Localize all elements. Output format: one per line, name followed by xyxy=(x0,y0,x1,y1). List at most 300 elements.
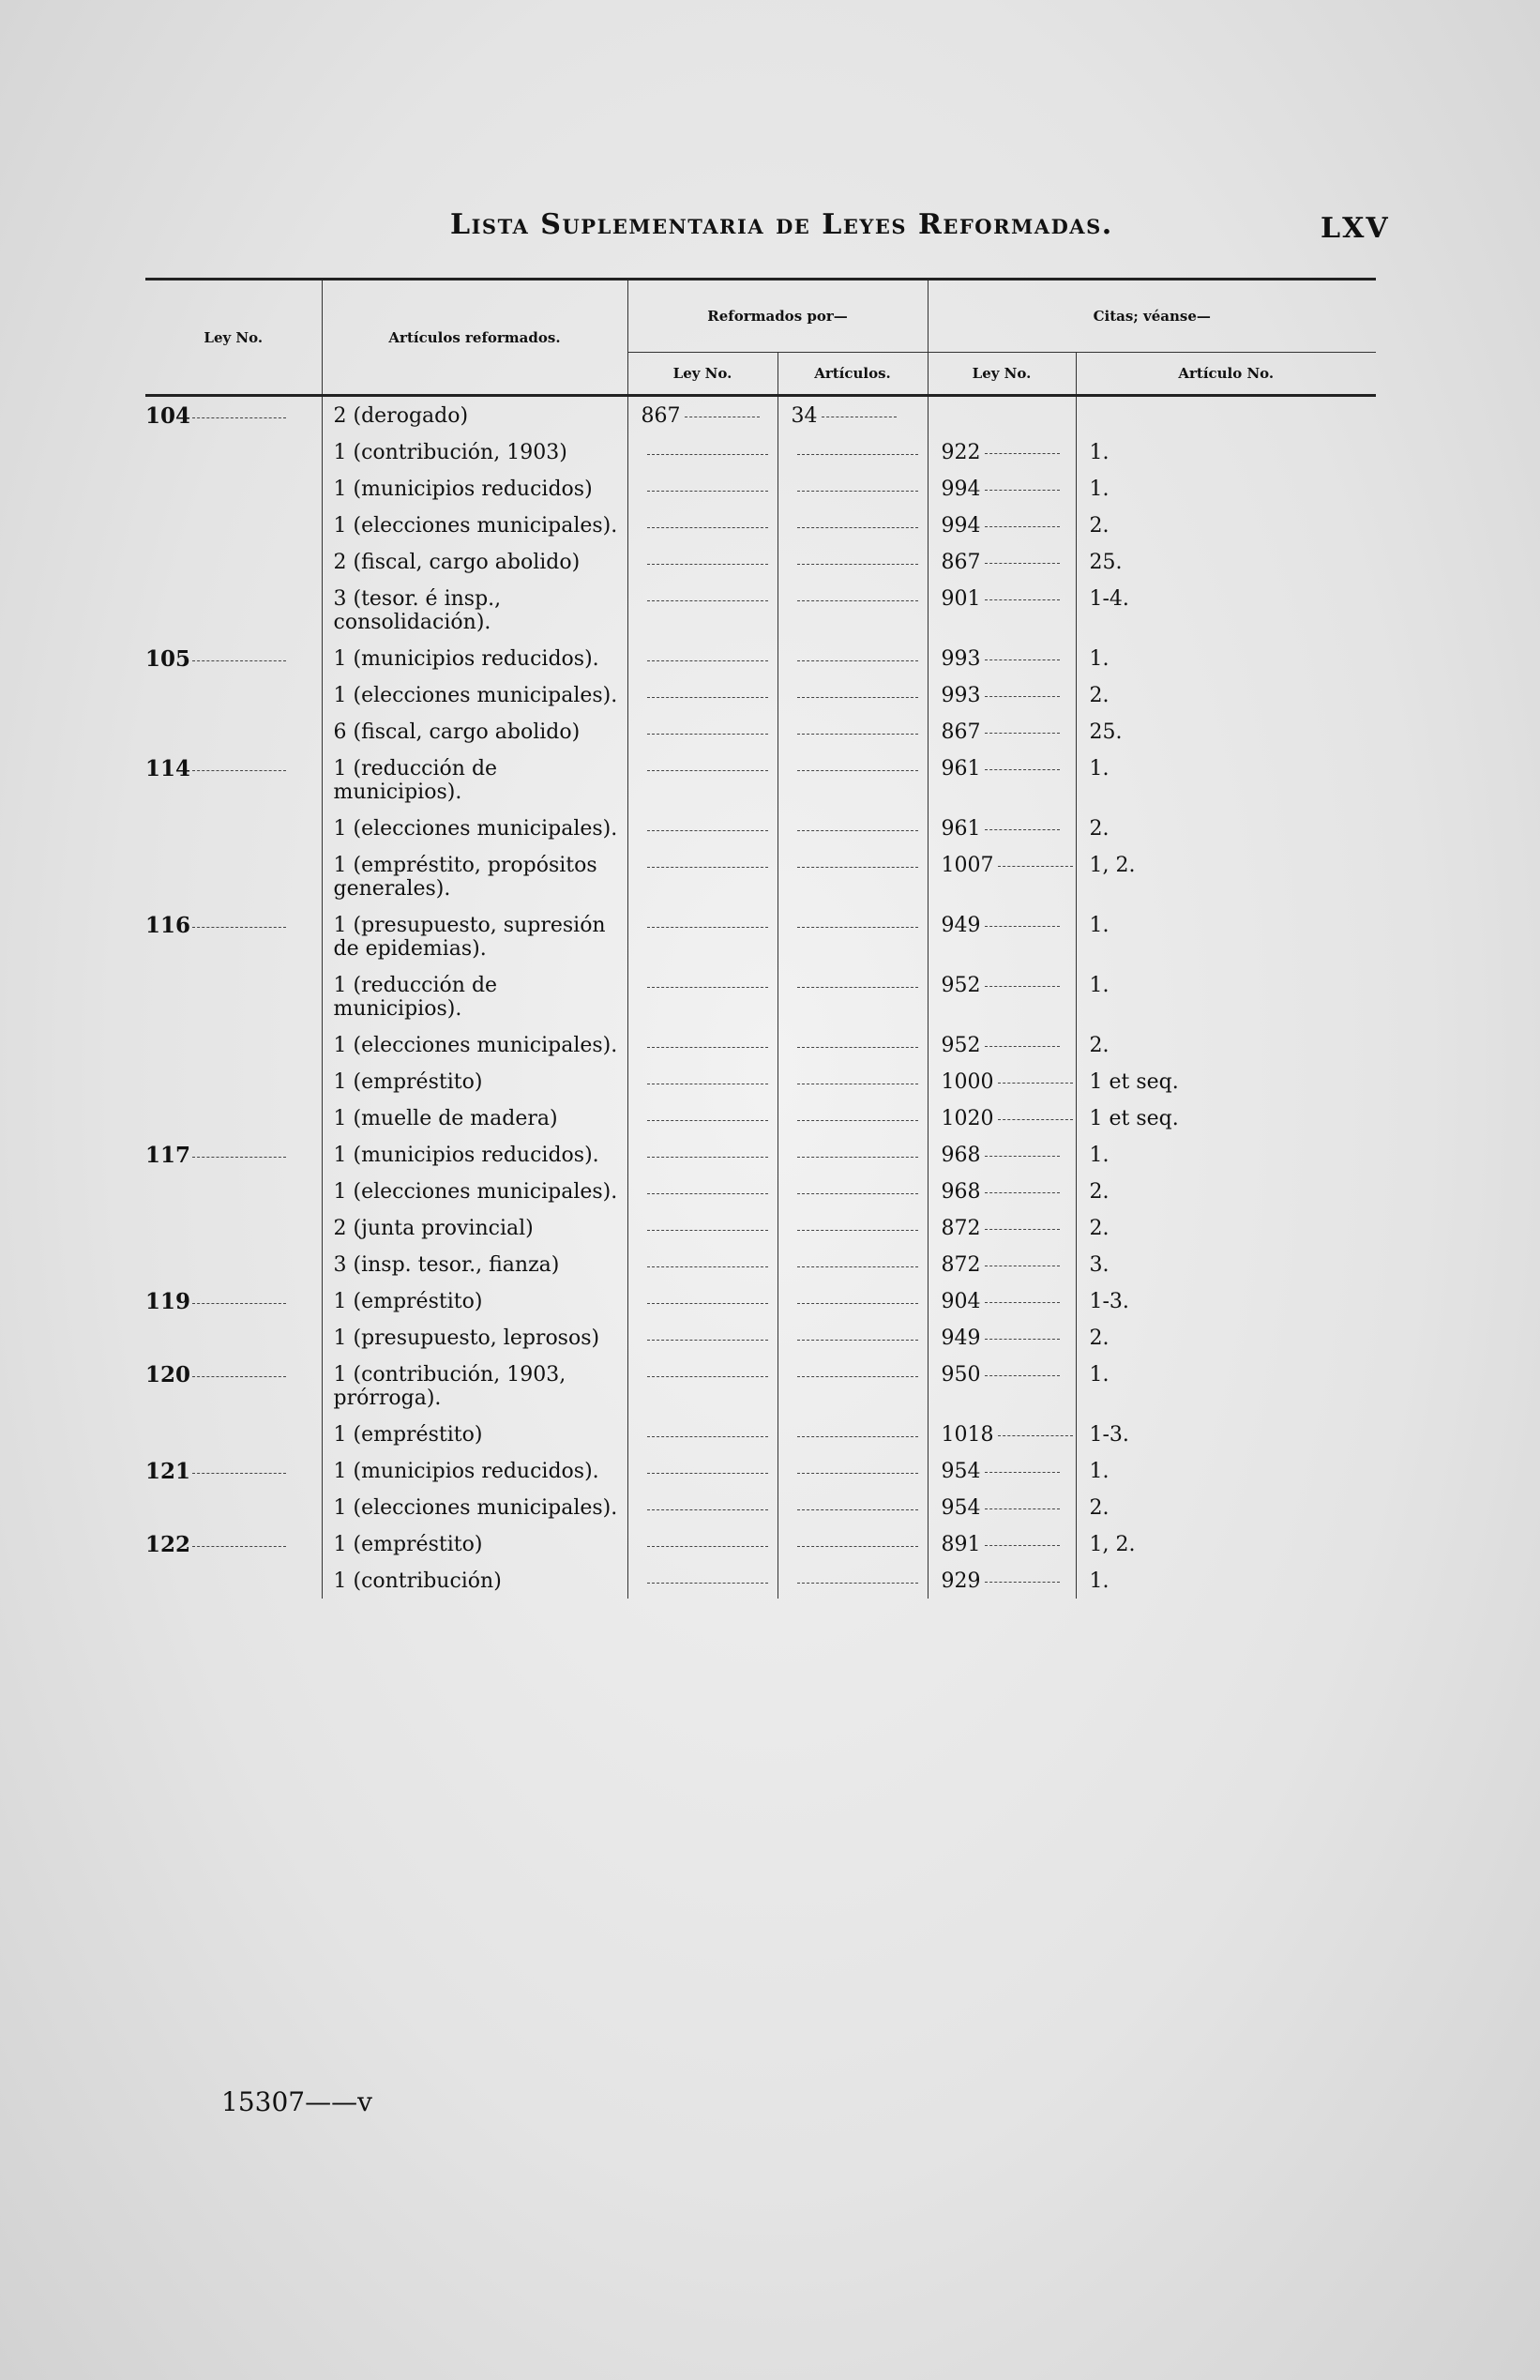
cell-ley-no xyxy=(145,1026,322,1063)
cell-citas-articulo-no xyxy=(1076,396,1376,434)
dot-leader xyxy=(647,1569,768,1584)
cell-citas-ley-no-text: 954 xyxy=(941,1460,981,1483)
cell-articulo xyxy=(322,396,627,434)
dot-leader xyxy=(192,1546,286,1547)
table-row xyxy=(145,1099,1376,1136)
cell-citas-articulo-no-text: 1-3. xyxy=(1089,1423,1129,1447)
cell-citas-ley-no xyxy=(928,966,1076,1026)
dot-leader xyxy=(647,1180,768,1194)
cell-ley-no xyxy=(145,750,322,810)
cell-ref-articulos xyxy=(778,846,928,906)
cell-articulo-text: 1 (reducción de municipios). xyxy=(333,757,498,804)
table-row xyxy=(145,1452,1376,1489)
table-row xyxy=(145,1173,1376,1209)
cell-citas-ley-no xyxy=(928,1026,1076,1063)
table-row xyxy=(145,906,1376,966)
cell-citas-articulo-no-text: 1. xyxy=(1089,914,1110,937)
cell-articulo-text: 2 (derogado) xyxy=(333,404,469,428)
table-row xyxy=(145,750,1376,810)
dot-leader xyxy=(797,1070,918,1084)
dot-leader xyxy=(797,587,918,601)
cell-citas-articulo-no-text: 1. xyxy=(1089,1144,1110,1167)
table-row xyxy=(145,640,1376,676)
table-row xyxy=(145,810,1376,846)
cell-articulo-text: 1 (empréstito) xyxy=(333,1423,483,1447)
dot-leader xyxy=(797,1326,918,1341)
cell-ref-ley-no xyxy=(627,906,778,966)
cell-citas-ley-no-text: 994 xyxy=(941,478,981,501)
cell-ref-articulos xyxy=(778,1026,928,1063)
cell-citas-ley-no-text: 993 xyxy=(941,647,981,671)
dot-leader xyxy=(797,1423,918,1437)
table-row xyxy=(145,1246,1376,1282)
cell-citas-ley-no xyxy=(928,640,1076,676)
cell-ley-no-text: 117 xyxy=(145,1143,191,1168)
cell-ref-ley-no-text: 867 xyxy=(641,404,681,428)
dot-leader xyxy=(985,733,1060,734)
cell-articulo-text: 1 (presupuesto, leprosos) xyxy=(333,1326,600,1350)
cell-articulo-text: 1 (contribución) xyxy=(333,1569,502,1593)
table-row xyxy=(145,846,1376,906)
cell-citas-articulo-no-text: 1. xyxy=(1089,1569,1110,1593)
cell-articulo-text: 1 (elecciones municipales). xyxy=(333,817,618,841)
cell-articulo-text: 1 (empréstito) xyxy=(333,1533,483,1556)
cell-articulo xyxy=(322,810,627,846)
table-row xyxy=(145,713,1376,750)
dot-leader xyxy=(985,829,1060,830)
cell-ref-articulos xyxy=(778,1209,928,1246)
cell-citas-articulo-no xyxy=(1076,750,1376,810)
cell-ref-ley-no xyxy=(627,966,778,1026)
cell-citas-ley-no-text: 1018 xyxy=(941,1423,994,1447)
cell-ley-no xyxy=(145,580,322,640)
dot-leader xyxy=(985,1046,1060,1047)
cell-citas-ley-no-text: 993 xyxy=(941,684,981,707)
cell-articulo-text: 3 (insp. tesor., fianza) xyxy=(333,1253,560,1277)
cell-citas-articulo-no-text: 1. xyxy=(1089,757,1110,781)
dot-leader xyxy=(797,441,918,455)
dot-leader xyxy=(647,1533,768,1547)
dot-leader xyxy=(797,1363,918,1377)
dot-leader xyxy=(647,1460,768,1474)
dot-leader xyxy=(797,974,918,988)
cell-citas-articulo-no xyxy=(1076,1525,1376,1562)
dot-leader xyxy=(797,514,918,528)
cell-citas-ley-no-text: 949 xyxy=(941,914,981,937)
cell-ley-no xyxy=(145,1356,322,1416)
cell-citas-articulo-no xyxy=(1076,1173,1376,1209)
dot-leader xyxy=(797,817,918,831)
cell-citas-articulo-no-text: 1, 2. xyxy=(1089,854,1136,877)
cell-ref-ley-no xyxy=(627,846,778,906)
cell-citas-articulo-no xyxy=(1076,906,1376,966)
dot-leader xyxy=(998,866,1073,867)
table-row xyxy=(145,1356,1376,1416)
cell-citas-ley-no-text: 872 xyxy=(941,1253,981,1277)
cell-citas-ley-no xyxy=(928,580,1076,640)
cell-articulo-text: 1 (municipios reducidos) xyxy=(333,478,593,501)
cell-citas-ley-no-text: 1020 xyxy=(941,1107,994,1130)
cell-articulo xyxy=(322,846,627,906)
cell-citas-ley-no-text: 904 xyxy=(941,1290,981,1313)
cell-articulo xyxy=(322,507,627,543)
dot-leader xyxy=(985,986,1060,987)
cell-citas-articulo-no xyxy=(1076,846,1376,906)
cell-ley-no xyxy=(145,1063,322,1099)
table-body xyxy=(145,396,1376,1599)
dot-leader xyxy=(797,647,918,661)
cell-citas-articulo-no-text: 2. xyxy=(1089,817,1110,841)
cell-ref-articulos-text: 34 xyxy=(791,404,818,428)
page-number: LXV xyxy=(1321,212,1390,245)
table-row xyxy=(145,1489,1376,1525)
cell-ref-articulos xyxy=(778,713,928,750)
cell-citas-articulo-no-text: 1. xyxy=(1089,974,1110,997)
dot-leader xyxy=(797,1569,918,1584)
cell-ref-ley-no xyxy=(627,1489,778,1525)
cell-ley-no-text: 120 xyxy=(145,1362,191,1387)
table-row xyxy=(145,470,1376,507)
cell-articulo xyxy=(322,1562,627,1599)
dot-leader xyxy=(192,770,286,771)
cell-articulo xyxy=(322,1136,627,1173)
table-row xyxy=(145,580,1376,640)
page-title: Lista Suplementaria de Leyes Reformadas. xyxy=(450,208,1113,241)
cell-citas-articulo-no xyxy=(1076,543,1376,580)
dot-leader xyxy=(192,1157,286,1158)
dot-leader xyxy=(647,974,768,988)
cell-ley-no xyxy=(145,1452,322,1489)
cell-ref-ley-no xyxy=(627,1246,778,1282)
cell-articulo-text: 1 (contribución, 1903, prórroga). xyxy=(333,1363,566,1410)
cell-citas-ley-no xyxy=(928,507,1076,543)
dot-leader xyxy=(797,1217,918,1231)
cell-citas-articulo-no-text: 2. xyxy=(1089,514,1110,538)
dot-leader xyxy=(985,1192,1060,1193)
cell-articulo-text: 3 (tesor. é insp., consolidación). xyxy=(333,587,502,634)
cell-articulo xyxy=(322,1099,627,1136)
dot-leader xyxy=(797,1253,918,1267)
cell-citas-articulo-no xyxy=(1076,1136,1376,1173)
cell-articulo xyxy=(322,966,627,1026)
dot-leader xyxy=(985,1472,1060,1473)
dot-leader xyxy=(647,720,768,735)
cell-citas-ley-no-text: 961 xyxy=(941,817,981,841)
cell-articulo-text: 1 (elecciones municipales). xyxy=(333,1034,618,1057)
cell-citas-ley-no xyxy=(928,750,1076,810)
dot-leader xyxy=(985,1545,1060,1546)
cell-citas-articulo-no-text: 1-4. xyxy=(1089,587,1129,611)
cell-citas-ley-no-text: 949 xyxy=(941,1326,981,1350)
dot-leader xyxy=(192,927,286,928)
cell-citas-articulo-no-text: 1. xyxy=(1089,1363,1110,1387)
dot-leader xyxy=(985,1375,1060,1376)
dot-leader xyxy=(985,490,1060,491)
cell-ley-no xyxy=(145,1099,322,1136)
header-ref-articulos: Artículos. xyxy=(778,353,928,396)
dot-leader xyxy=(985,563,1060,564)
cell-citas-ley-no-text: 891 xyxy=(941,1533,981,1556)
header-ref-ley-no: Ley No. xyxy=(627,353,778,396)
cell-ref-ley-no xyxy=(627,470,778,507)
cell-ref-ley-no xyxy=(627,1356,778,1416)
cell-citas-articulo-no xyxy=(1076,1063,1376,1099)
cell-articulo-text: 6 (fiscal, cargo abolido) xyxy=(333,720,581,744)
dot-leader xyxy=(647,1326,768,1341)
cell-citas-ley-no xyxy=(928,1319,1076,1356)
table-header xyxy=(145,280,1376,396)
cell-ref-ley-no xyxy=(627,396,778,434)
cell-articulo xyxy=(322,1209,627,1246)
cell-citas-ley-no xyxy=(928,810,1076,846)
dot-leader xyxy=(797,684,918,698)
dot-leader xyxy=(647,514,768,528)
dot-leader xyxy=(797,1144,918,1158)
cell-ley-no xyxy=(145,1562,322,1599)
cell-ref-articulos xyxy=(778,543,928,580)
cell-articulo-text: 2 (fiscal, cargo abolido) xyxy=(333,551,581,574)
cell-citas-articulo-no-text: 1 et seq. xyxy=(1089,1070,1179,1094)
dot-leader xyxy=(192,417,286,418)
dot-leader xyxy=(985,1229,1060,1230)
dot-leader xyxy=(647,647,768,661)
cell-citas-articulo-no xyxy=(1076,507,1376,543)
header-citas-articulo-no: Artículo No. xyxy=(1076,353,1376,396)
cell-ref-ley-no xyxy=(627,1209,778,1246)
cell-citas-articulo-no xyxy=(1076,1416,1376,1452)
dot-leader xyxy=(647,587,768,601)
cell-articulo xyxy=(322,640,627,676)
cell-articulo xyxy=(322,543,627,580)
cell-citas-ley-no-text: 950 xyxy=(941,1363,981,1387)
dot-leader xyxy=(647,854,768,868)
cell-citas-ley-no-text: 867 xyxy=(941,720,981,744)
cell-citas-ley-no xyxy=(928,1063,1076,1099)
cell-articulo-text: 1 (contribución, 1903) xyxy=(333,441,567,464)
cell-citas-ley-no-text: 952 xyxy=(941,974,981,997)
cell-citas-articulo-no-text: 1. xyxy=(1089,478,1110,501)
cell-ley-no xyxy=(145,1136,322,1173)
cell-ley-no xyxy=(145,1282,322,1319)
cell-ley-no xyxy=(145,1416,322,1452)
dot-leader xyxy=(647,1496,768,1510)
cell-ref-articulos xyxy=(778,1063,928,1099)
cell-citas-articulo-no-text: 1. xyxy=(1089,1460,1110,1483)
cell-ref-ley-no xyxy=(627,543,778,580)
cell-ley-no xyxy=(145,966,322,1026)
dot-leader xyxy=(647,1363,768,1377)
cell-citas-ley-no-text: 1000 xyxy=(941,1070,994,1094)
dot-leader xyxy=(985,659,1060,660)
cell-citas-articulo-no xyxy=(1076,1282,1376,1319)
cell-ref-articulos xyxy=(778,640,928,676)
cell-ley-no xyxy=(145,1173,322,1209)
cell-citas-articulo-no xyxy=(1076,1099,1376,1136)
cell-ley-no-text: 105 xyxy=(145,646,191,672)
dot-leader xyxy=(647,551,768,565)
cell-articulo xyxy=(322,1356,627,1416)
cell-ley-no xyxy=(145,396,322,434)
cell-articulo xyxy=(322,1416,627,1452)
cell-ref-ley-no xyxy=(627,1026,778,1063)
cell-ref-articulos xyxy=(778,396,928,434)
dot-leader xyxy=(797,1533,918,1547)
cell-citas-articulo-no-text: 2. xyxy=(1089,684,1110,707)
dot-leader xyxy=(985,1508,1060,1509)
cell-ref-ley-no xyxy=(627,750,778,810)
cell-ref-articulos xyxy=(778,966,928,1026)
cell-ref-articulos xyxy=(778,1099,928,1136)
cell-ref-ley-no xyxy=(627,810,778,846)
dot-leader xyxy=(797,1034,918,1048)
dot-leader xyxy=(985,599,1060,600)
cell-ref-articulos xyxy=(778,906,928,966)
cell-ref-articulos xyxy=(778,580,928,640)
cell-citas-ley-no-text: 901 xyxy=(941,587,981,611)
cell-articulo-text: 1 (municipios reducidos). xyxy=(333,1460,599,1483)
dot-leader xyxy=(998,1083,1073,1084)
table-row xyxy=(145,676,1376,713)
cell-citas-articulo-no xyxy=(1076,1319,1376,1356)
cell-citas-ley-no xyxy=(928,1209,1076,1246)
cell-citas-articulo-no-text: 2. xyxy=(1089,1217,1110,1240)
cell-citas-ley-no xyxy=(928,846,1076,906)
cell-ref-ley-no xyxy=(627,1173,778,1209)
cell-ley-no xyxy=(145,713,322,750)
dot-leader xyxy=(797,1496,918,1510)
cell-articulo xyxy=(322,580,627,640)
cell-citas-articulo-no-text: 1, 2. xyxy=(1089,1533,1136,1556)
cell-citas-articulo-no-text: 2. xyxy=(1089,1180,1110,1204)
cell-citas-articulo-no-text: 1. xyxy=(1089,441,1110,464)
table-row xyxy=(145,1282,1376,1319)
cell-ley-no xyxy=(145,640,322,676)
cell-ref-ley-no xyxy=(627,1282,778,1319)
cell-citas-articulo-no xyxy=(1076,470,1376,507)
cell-citas-articulo-no xyxy=(1076,1452,1376,1489)
dot-leader xyxy=(797,757,918,771)
dot-leader xyxy=(998,1119,1073,1120)
dot-leader xyxy=(192,660,286,661)
dot-leader xyxy=(797,720,918,735)
cell-citas-articulo-no-text: 1. xyxy=(1089,647,1110,671)
cell-citas-ley-no xyxy=(928,1136,1076,1173)
cell-articulo-text: 1 (elecciones municipales). xyxy=(333,1496,618,1520)
cell-citas-articulo-no xyxy=(1076,580,1376,640)
cell-articulo xyxy=(322,1063,627,1099)
cell-articulo xyxy=(322,470,627,507)
cell-ref-ley-no xyxy=(627,1525,778,1562)
cell-articulo xyxy=(322,1282,627,1319)
cell-ley-no xyxy=(145,906,322,966)
cell-citas-articulo-no xyxy=(1076,1209,1376,1246)
dot-leader xyxy=(797,1290,918,1304)
cell-ref-articulos xyxy=(778,433,928,470)
dot-leader xyxy=(192,1473,286,1474)
cell-citas-ley-no-text: 872 xyxy=(941,1217,981,1240)
cell-citas-ley-no-text: 922 xyxy=(941,441,981,464)
cell-articulo-text: 1 (empréstito) xyxy=(333,1070,483,1094)
cell-ley-no xyxy=(145,1246,322,1282)
cell-articulo xyxy=(322,750,627,810)
dot-leader xyxy=(647,1423,768,1437)
cell-citas-articulo-no-text: 2. xyxy=(1089,1496,1110,1520)
cell-ref-articulos xyxy=(778,470,928,507)
cell-citas-ley-no-text: 954 xyxy=(941,1496,981,1520)
header-citas: Citas; véanse— xyxy=(928,280,1376,353)
cell-citas-ley-no-text: 968 xyxy=(941,1144,981,1167)
cell-ley-no xyxy=(145,433,322,470)
cell-citas-articulo-no-text: 2. xyxy=(1089,1326,1110,1350)
cell-ley-no xyxy=(145,810,322,846)
table-row xyxy=(145,1136,1376,1173)
cell-citas-articulo-no-text: 1-3. xyxy=(1089,1290,1129,1313)
cell-citas-ley-no xyxy=(928,676,1076,713)
cell-citas-articulo-no xyxy=(1076,676,1376,713)
cell-citas-articulo-no xyxy=(1076,1489,1376,1525)
dot-leader xyxy=(647,757,768,771)
cell-ley-no xyxy=(145,1209,322,1246)
table-row xyxy=(145,1063,1376,1099)
cell-ref-articulos xyxy=(778,1319,928,1356)
cell-ref-articulos xyxy=(778,1246,928,1282)
cell-ref-articulos xyxy=(778,1173,928,1209)
cell-citas-ley-no xyxy=(928,433,1076,470)
table-row xyxy=(145,966,1376,1026)
cell-citas-articulo-no-text: 25. xyxy=(1089,720,1123,744)
dot-leader xyxy=(985,769,1060,770)
header-ley-no: Ley No. xyxy=(204,328,264,346)
cell-citas-ley-no-text: 961 xyxy=(941,757,981,781)
dot-leader xyxy=(998,1435,1073,1436)
cell-articulo xyxy=(322,1173,627,1209)
table-row xyxy=(145,1026,1376,1063)
cell-ley-no-text: 114 xyxy=(145,756,191,781)
cell-ref-ley-no xyxy=(627,1099,778,1136)
dot-leader xyxy=(647,1107,768,1121)
cell-ref-ley-no xyxy=(627,433,778,470)
cell-articulo-text: 1 (presupuesto, supresión de epidemias). xyxy=(333,914,606,961)
cell-articulo xyxy=(322,906,627,966)
cell-articulo-text: 1 (reducción de municipios). xyxy=(333,974,498,1021)
cell-citas-ley-no-text: 929 xyxy=(941,1569,981,1593)
table-row xyxy=(145,396,1376,434)
cell-ref-ley-no xyxy=(627,1319,778,1356)
cell-citas-articulo-no xyxy=(1076,713,1376,750)
dot-leader xyxy=(797,1107,918,1121)
cell-articulo-text: 1 (elecciones municipales). xyxy=(333,1180,618,1204)
dot-leader xyxy=(647,684,768,698)
cell-articulo xyxy=(322,713,627,750)
cell-articulo-text: 1 (empréstito) xyxy=(333,1290,483,1313)
cell-articulo xyxy=(322,1246,627,1282)
cell-ref-ley-no xyxy=(627,580,778,640)
cell-citas-articulo-no-text: 25. xyxy=(1089,551,1123,574)
table-row xyxy=(145,1319,1376,1356)
dot-leader xyxy=(647,1217,768,1231)
cell-citas-articulo-no xyxy=(1076,966,1376,1026)
cell-ref-ley-no xyxy=(627,1063,778,1099)
cell-citas-ley-no-text: 968 xyxy=(941,1180,981,1204)
cell-ref-ley-no xyxy=(627,676,778,713)
cell-citas-ley-no xyxy=(928,1525,1076,1562)
cell-articulo-text: 2 (junta provincial) xyxy=(333,1217,534,1240)
cell-ref-ley-no xyxy=(627,1136,778,1173)
cell-articulo xyxy=(322,1489,627,1525)
cell-citas-articulo-no xyxy=(1076,1026,1376,1063)
cell-ref-articulos xyxy=(778,1136,928,1173)
cell-articulo xyxy=(322,1525,627,1562)
